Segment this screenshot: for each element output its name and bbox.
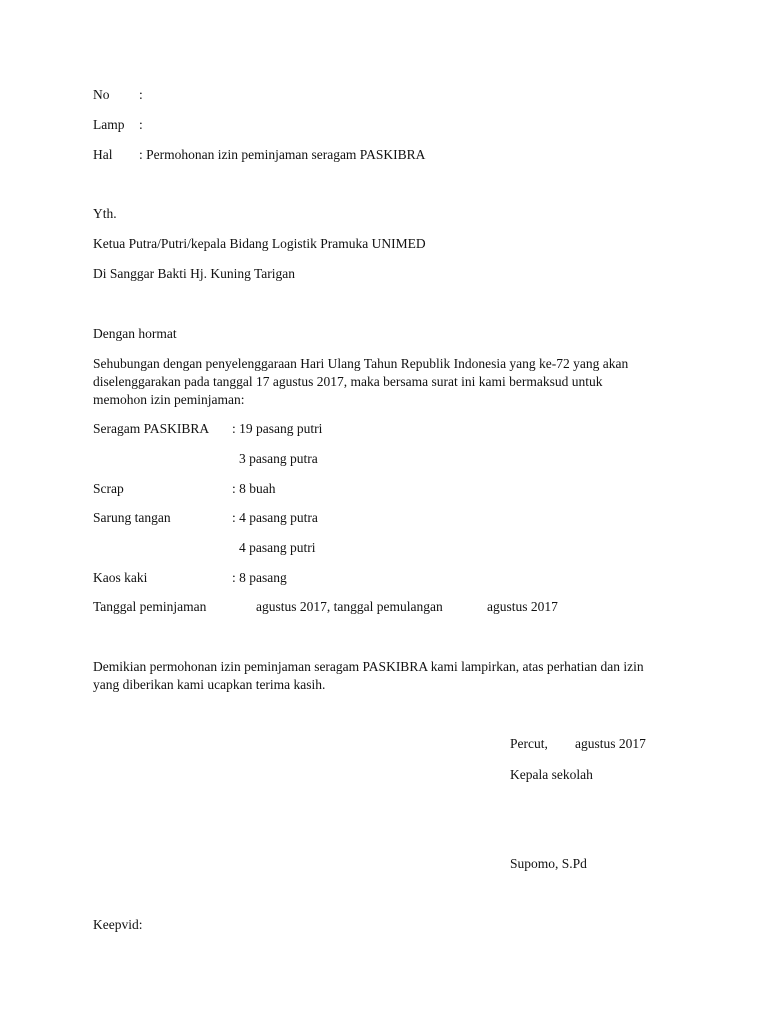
closing-line-1: Demikian permohonan izin peminjaman seragam PASKIBRA kami lampirkan, atas perhatian dan izin [93, 659, 644, 674]
lamp-label: Lamp [93, 117, 125, 132]
item-value: : 8 buah [232, 481, 276, 496]
item-label: Kaos kaki [93, 570, 148, 585]
hal-label: Hal [93, 147, 113, 162]
item-label: Seragam PASKIBRA [93, 421, 210, 436]
item-value: 4 pasang putri [239, 540, 316, 555]
intro-line-3: memohon izin peminjaman: [93, 392, 245, 407]
signature-place: Percut, [510, 736, 548, 751]
no-separator: : [139, 87, 143, 102]
loan-date-value: agustus 2017, tanggal pemulangan [256, 599, 443, 614]
closing-line-2: yang diberikan kami ucapkan terima kasih. [93, 677, 326, 692]
item-label: Sarung tangan [93, 510, 171, 525]
item-value: : 8 pasang [232, 570, 287, 585]
signature-title: Kepala sekolah [510, 767, 593, 782]
footer-text: Keepvid: [93, 917, 143, 932]
loan-date-label: Tanggal peminjaman [93, 599, 207, 614]
item-label: Scrap [93, 481, 124, 496]
signature-date: agustus 2017 [575, 736, 646, 751]
item-value: 3 pasang putra [239, 451, 318, 466]
item-value: : 4 pasang putra [232, 510, 318, 525]
recipient-line-1: Ketua Putra/Putri/kepala Bidang Logistik Pramuka UNIMED [93, 236, 426, 251]
salutation: Yth. [93, 206, 117, 221]
intro-line-2: diselenggarakan pada tanggal 17 agustus 2017, maka bersama surat ini kami bermaksud untuk [93, 374, 603, 389]
no-label: No [93, 87, 110, 102]
item-value: : 19 pasang putri [232, 421, 323, 436]
return-date-value: agustus 2017 [487, 599, 558, 614]
recipient-line-2: Di Sanggar Bakti Hj. Kuning Tarigan [93, 266, 296, 281]
signature-name: Supomo, S.Pd [510, 856, 587, 871]
lamp-separator: : [139, 117, 143, 132]
intro-line-1: Sehubungan dengan penyelenggaraan Hari Ulang Tahun Republik Indonesia yang ke-72 yang akan [93, 356, 629, 371]
greeting: Dengan hormat [93, 326, 177, 341]
hal-value: : Permohonan izin peminjaman seragam PASKIBRA [139, 147, 426, 162]
